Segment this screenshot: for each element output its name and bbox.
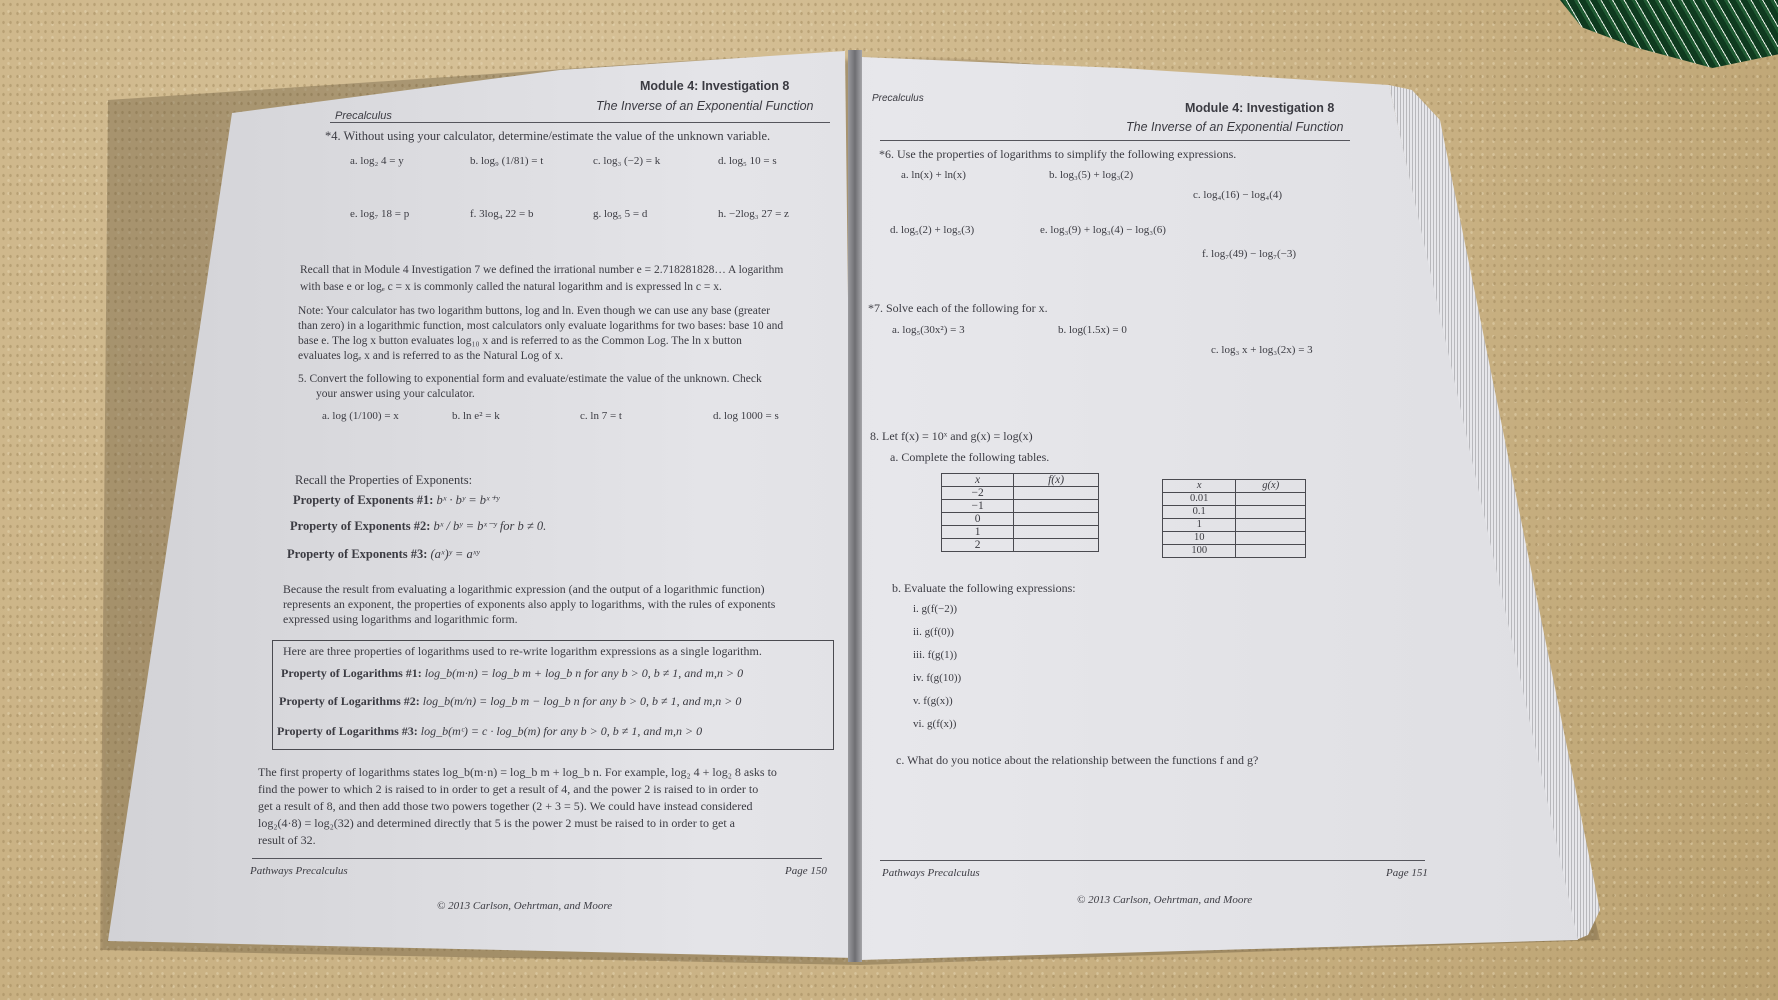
g-value-cell[interactable] bbox=[1236, 493, 1306, 506]
book-spine bbox=[848, 50, 862, 962]
q6-item: f. log₇(49) − log₇(−3) bbox=[1202, 248, 1297, 260]
q4-item: b. log₉ (1/81) = t bbox=[470, 155, 544, 167]
q8b-item: i. g(f(−2)) bbox=[913, 603, 958, 615]
table-row: −2 bbox=[942, 487, 1099, 500]
q8b-item: ii. g(f(0)) bbox=[913, 626, 954, 638]
because-paragraph: Because the result from evaluating a logarithmic expression (and the output of a logarithmic function) represents an exponent, the properties of exponents also apply to logarithms, with the rules of exponents expressed using logarithms and logarithmic form. bbox=[283, 582, 776, 626]
log-property-3: Property of Logarithms #3: log_b(mᶜ) = c · log_b(m) for any b > 0, b ≠ 1, and m,n > 0 bbox=[277, 724, 703, 738]
q5-item: c. ln 7 = t bbox=[580, 410, 622, 422]
table-row: 2 bbox=[942, 539, 1099, 552]
table-row: 0 bbox=[942, 513, 1099, 526]
table-row: 1 bbox=[1163, 519, 1306, 532]
f-value-cell[interactable] bbox=[1014, 500, 1099, 513]
q4-item: c. log₃ (−2) = k bbox=[593, 155, 661, 167]
log-property-1: Property of Logarithms #1: log_b(m·n) = log_b m + log_b n for any b > 0, b ≠ 1, and m,n > 0 bbox=[281, 666, 744, 680]
footer-rule bbox=[252, 858, 822, 859]
q4-item: d. log₅ 10 = s bbox=[718, 155, 777, 167]
exponent-property-3: Property of Exponents #3: (aˣ)ʸ = aˣʸ bbox=[287, 547, 480, 561]
module-subtitle: The Inverse of an Exponential Function bbox=[1126, 120, 1344, 134]
table-row: −1 bbox=[942, 500, 1099, 513]
course-label: Precalculus bbox=[335, 110, 392, 122]
log-properties-box: Here are three properties of logarithms used to re-write logarithm expressions as a single logarithm. Property of Logarithms #1: log_b(m·n) = log_b m + log_b n for any b > 0, b ≠ 1, and m,n > 0 Property of Logarithms #2: log_b(m/n) = log_b m − log_b n for any b > 0, b ≠ 1, and m,n > 0 Property of Logarithms #3: log_b(mᶜ) = c · log_b(m) for any b > 0, b ≠ 1, and m,n > 0 bbox=[272, 640, 834, 750]
module-title: Module 4: Investigation 8 bbox=[640, 79, 790, 93]
q8-prompt: 8. Let f(x) = 10ˣ and g(x) = log(x) bbox=[870, 429, 1033, 443]
first-property-paragraph: The first property of logarithms states log_b(m·n) = log_b m + log_b n. For example, log₂ 4 + log₂ 8 asks to find the power to which 2 is raised to in order to get a result of 4, and the power 2 is raised to in order to get a result of 8, and then add those two powers together (2 + 3 = 5). We could have instead considered log₂(4·8) = log₂(32) and determined directly that 5 is the power 2 must be raised to in order to get a result of 32. bbox=[258, 765, 777, 847]
footer-book-title: Pathways Precalculus bbox=[882, 867, 980, 879]
q8a-label: a. Complete the following tables. bbox=[890, 450, 1050, 464]
q6-prompt: *6. Use the properties of logarithms to simplify the following expressions. bbox=[879, 147, 1237, 161]
f-value-cell[interactable] bbox=[1014, 513, 1099, 526]
module-title: Module 4: Investigation 8 bbox=[1185, 101, 1335, 115]
log-property-2: Property of Logarithms #2: log_b(m/n) = log_b m − log_b n for any b > 0, b ≠ 1, and m,n > 0 bbox=[279, 694, 742, 708]
g-value-cell[interactable] bbox=[1236, 545, 1306, 558]
q4-item: f. 3log₄ 22 = b bbox=[470, 208, 534, 220]
g-table: x g(x) 0.01 0.1 1 10 100 bbox=[1162, 479, 1306, 558]
q5-item: d. log 1000 = s bbox=[713, 410, 779, 422]
q6-item: e. log₃(9) + log₃(4) − log₃(6) bbox=[1040, 224, 1166, 236]
table-row: 100 bbox=[1163, 545, 1306, 558]
q5-prompt: 5. Convert the following to exponential form and evaluate/estimate the value of the unknown. Check your answer using your calculator. bbox=[298, 373, 762, 400]
exponent-property-1: Property of Exponents #1: bˣ · bʸ = bˣ⁺ʸ bbox=[293, 493, 500, 507]
g-value-cell[interactable] bbox=[1236, 532, 1306, 545]
page-number: Page 151 bbox=[1386, 867, 1428, 879]
q7-item: a. log₅(30x²) = 3 bbox=[892, 324, 965, 336]
f-value-cell[interactable] bbox=[1014, 487, 1099, 500]
table-row: 1 bbox=[942, 526, 1099, 539]
q8b-item: vi. g(f(x)) bbox=[913, 718, 957, 730]
f-value-cell[interactable] bbox=[1014, 526, 1099, 539]
exponents-heading: Recall the Properties of Exponents: bbox=[295, 473, 473, 487]
q6-item: a. ln(x) + ln(x) bbox=[901, 169, 966, 181]
q4-prompt: *4. Without using your calculator, determine/estimate the value of the unknown variable. bbox=[325, 129, 771, 143]
q4-item: g. log₅ 5 = d bbox=[593, 208, 648, 220]
q7-item: b. log(1.5x) = 0 bbox=[1058, 324, 1127, 336]
footer-rule bbox=[880, 860, 1425, 861]
q7-item: c. log₃ x + log₃(2x) = 3 bbox=[1211, 344, 1313, 356]
q6-item: c. log₄(16) − log₄(4) bbox=[1193, 189, 1283, 201]
page-number: Page 150 bbox=[785, 865, 827, 877]
table-row: 0.1 bbox=[1163, 506, 1306, 519]
q8c-question: c. What do you notice about the relationship between the functions f and g? bbox=[896, 753, 1259, 767]
q8b-item: v. f(g(x)) bbox=[913, 695, 953, 707]
copyright: © 2013 Carlson, Oehrtman, and Moore bbox=[1077, 894, 1253, 906]
footer-book-title: Pathways Precalculus bbox=[250, 865, 348, 877]
header-rule bbox=[880, 140, 1350, 141]
g-value-cell[interactable] bbox=[1236, 506, 1306, 519]
q8b-item: iii. f(g(1)) bbox=[913, 649, 957, 661]
q8b-label: b. Evaluate the following expressions: bbox=[892, 581, 1076, 595]
table-row: 10 bbox=[1163, 532, 1306, 545]
copyright: © 2013 Carlson, Oehrtman, and Moore bbox=[437, 900, 613, 912]
q4-item: a. log₂ 4 = y bbox=[350, 155, 404, 167]
f-value-cell[interactable] bbox=[1014, 539, 1099, 552]
q6-item: b. log₃(5) + log₃(2) bbox=[1049, 169, 1134, 181]
q4-item: h. −2log₃ 27 = z bbox=[718, 208, 789, 220]
g-value-cell[interactable] bbox=[1236, 519, 1306, 532]
f-table: x f(x) −2 −1 0 1 2 bbox=[941, 473, 1099, 552]
q4-item: e. log₇ 18 = p bbox=[350, 208, 410, 220]
exponent-property-2: Property of Exponents #2: bˣ / bʸ = bˣ⁻ʸ for b ≠ 0. bbox=[290, 519, 547, 533]
table-row: 0.01 bbox=[1163, 493, 1306, 506]
q5-item: a. log (1/100) = x bbox=[322, 410, 399, 422]
module-subtitle: The Inverse of an Exponential Function bbox=[596, 99, 814, 113]
q7-prompt: *7. Solve each of the following for x. bbox=[868, 301, 1048, 315]
q8b-item: iv. f(g(10)) bbox=[913, 672, 962, 684]
q6-item: d. log₅(2) + log₅(3) bbox=[890, 224, 975, 236]
note-paragraph: Note: Your calculator has two logarithm buttons, log and ln. Even though we can use any base (greater than zero) in a logarithmic function, most calculators only evaluate logarithms for two bases: base 10 and base e. The log x button evaluates log₁₀ x and is referred to as the Common Log. The ln x button evaluates logₑ x and is referred to as the Natural Log of x. bbox=[298, 305, 784, 362]
q5-item: b. ln e² = k bbox=[452, 410, 500, 422]
header-rule bbox=[330, 122, 830, 123]
course-label: Precalculus bbox=[872, 93, 924, 104]
recall-e-paragraph: Recall that in Module 4 Investigation 7 we defined the irrational number e = 2.718281828… A logarithm with base e or logₑ c = x is commonly called the natural logarithm and is expressed ln c = x. bbox=[300, 264, 784, 293]
